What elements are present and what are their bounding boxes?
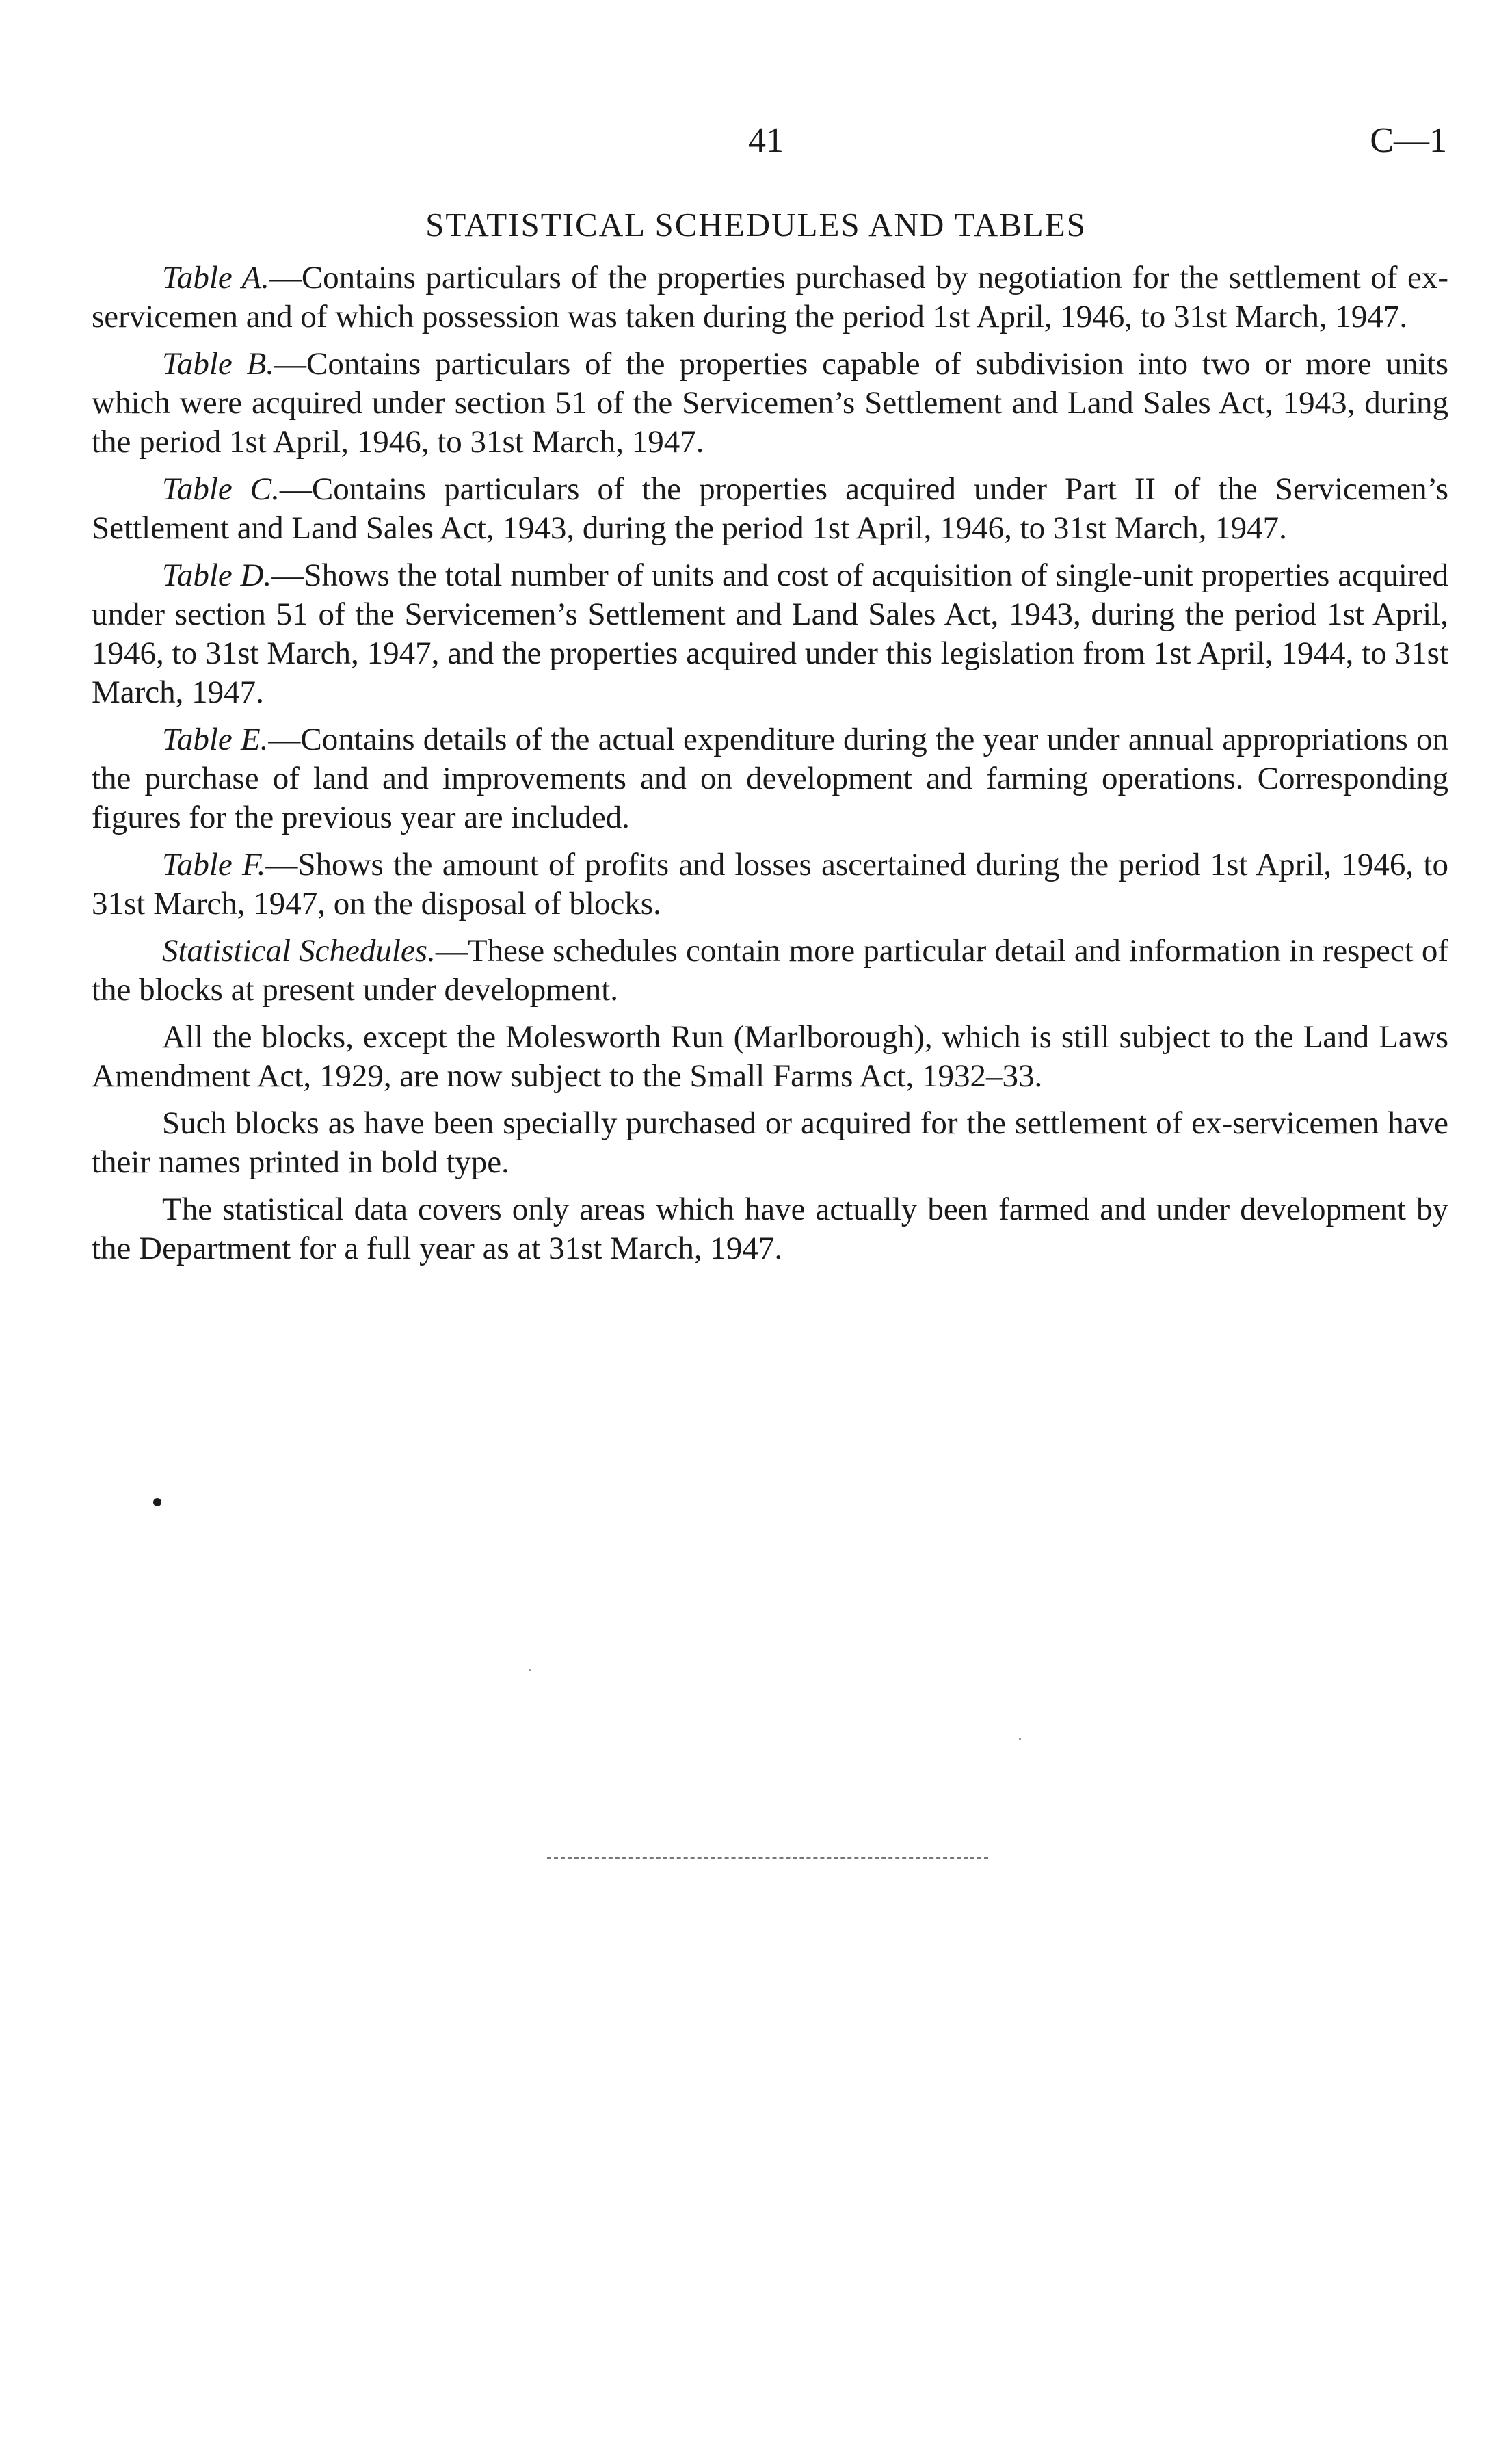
end-rule [547, 1857, 988, 1859]
paragraph-lead: Statistical Schedules. [162, 933, 436, 969]
paragraph-text: The statistical data covers only areas which have actually been farmed and under development by the Department for a full year as at 31st March, 1947. [92, 1192, 1448, 1266]
paragraph-text: —Contains particulars of the properties capable of subdivision into two or more units which were acquired under section 51 of the Servicemen’s Settlement and Land Sales Act, 1943, during the period 1st April, 1946, to 31st March, 1947. [92, 346, 1449, 460]
page-number: 41 [748, 121, 784, 160]
paragraph-lead: Table A. [162, 260, 269, 296]
paragraph-lead: Table E. [162, 722, 269, 757]
paragraph-table-c [92, 470, 1448, 548]
stray-speck [1019, 1738, 1021, 1740]
body-text [92, 259, 1448, 1276]
paragraph-table-a [92, 259, 1448, 337]
paragraph-text: —Shows the amount of profits and losses ascertained during the period 1st April, 1946, to 31st March, 1947, on the disposal of blocks. [92, 847, 1448, 921]
paragraph-lead: Table C. [162, 471, 280, 507]
paragraph-table-f [92, 846, 1448, 923]
paragraph-table-e [92, 720, 1448, 837]
paragraph-text: —Contains particulars of the properties purchased by negotiation for the settlement of ex-servicemen and of which possession was taken during the period 1st April, 1946, to 31st March, 1947. [92, 260, 1448, 335]
paragraph-table-b [92, 345, 1448, 462]
paragraph-text: All the blocks, except the Molesworth Run (Marlborough), which is still subject to the Land Laws Amendment Act, 1929, are now subject to the Small Farms Act, 1932–33. [92, 1019, 1448, 1094]
paragraph-text: —Shows the total number of units and cost of acquisition of single-unit properties acquired under section 51 of the Servicemen’s Settlement and Land Sales Act, 1943, during the period 1st April, 1946, to 31st March, 1947, and the properties acquired under this legislation from 1st April, 1944, to 31st March, 1947. [92, 558, 1448, 710]
paragraph-statistical-data [92, 1190, 1448, 1268]
paragraph-blocks-subject [92, 1018, 1448, 1096]
paragraph-bold-type [92, 1104, 1448, 1182]
paragraph-lead: Table B. [162, 346, 275, 382]
paragraph-lead: Table F. [162, 847, 266, 882]
paragraph-text: —Contains details of the actual expenditure during the year under annual appropriations on the purchase of land and improvements and on development and farming operations. Corresponding figures for the previous year are included. [92, 722, 1448, 835]
stray-speck [529, 1669, 531, 1671]
document-reference: C—1 [1370, 121, 1447, 160]
paragraph-text: —These schedules contain more particular detail and information in respect of the blocks at present under development. [92, 933, 1449, 1008]
paragraph-statistical-schedules [92, 932, 1448, 1010]
paragraph-text: —Contains particulars of the properties acquired under Part II of the Servicemen’s Settlement and Land Sales Act, 1943, during the period 1st April, 1946, to 31st March, 1947. [92, 471, 1449, 546]
paragraph-text: Such blocks as have been specially purchased or acquired for the settlement of ex-servicemen have their names printed in bold type. [92, 1105, 1448, 1180]
page-title: STATISTICAL SCHEDULES AND TABLES [425, 206, 1087, 244]
paragraph-lead: Table D. [162, 558, 272, 593]
stray-dot-mark [153, 1498, 161, 1506]
paragraph-table-d [92, 556, 1448, 712]
